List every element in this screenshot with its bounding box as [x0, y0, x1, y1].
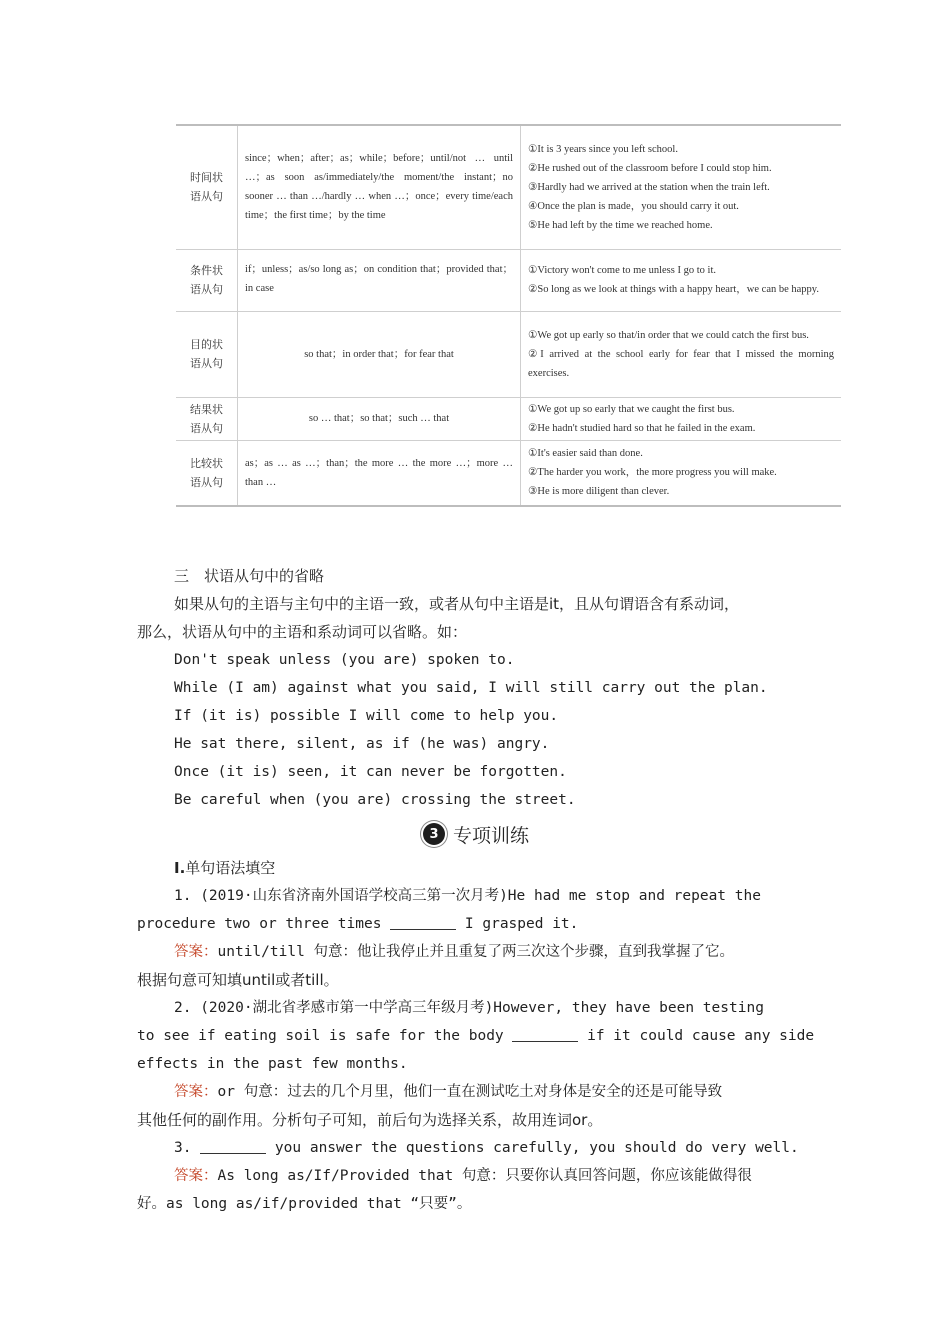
- table-row: [176, 249, 841, 311]
- conjunctions-cell: if；unless；as/so long as；on condition that；provided that；in case: [238, 249, 521, 311]
- section-number-badge: 3: [423, 823, 445, 845]
- answer-blank: [512, 1027, 578, 1042]
- question-2-cont: to see if eating soil is safe for the body if it could cause any side: [137, 1028, 815, 1044]
- examples-cell: ①We got up early so that/in order that we could catch the first bus. ②I arrived at the school early for fear that I missed the morning exercises.: [521, 311, 842, 397]
- exercise-subtitle: Ⅰ.单句语法填空: [174, 859, 276, 877]
- examples-cell: ①It is 3 years since you left school. ②He rushed out of the classroom before I could stop him. ③Hardly had we arrived at the station when the train left. ④Once the plan is made，you should carry it out. ⑤He had left by the time we reached home.: [521, 125, 842, 249]
- answer-1: 答案：until/till 句意：他让我停止并且重复了两三次这个步骤，直到我掌握了它。: [174, 944, 735, 960]
- practice-section-title: [137, 814, 815, 854]
- examples-cell: ①Victory won't come to me unless I go to it. ②So long as we look at things with a happy heart，we can be happy.: [521, 249, 842, 311]
- section-heading: 三 状语从句中的省略: [174, 567, 325, 585]
- adverbial-clause-table: [176, 124, 841, 507]
- question-2-cont: effects in the past few months.: [137, 1056, 408, 1072]
- question-1: 1. (2019·山东省济南外国语学校高三第一次月考)He had me stop and repeat the: [174, 888, 761, 904]
- page-content: [137, 562, 815, 1218]
- examples-cell: ①We got up so early that we caught the first bus. ②He hadn't studied hard so that he failed in the exam.: [521, 397, 842, 440]
- section-title: 专项训练: [452, 824, 529, 847]
- answer-3-cont: 好。as long as/if/provided that “只要”。: [137, 1196, 472, 1212]
- answer-2: 答案：or 句意：过去的几个月里，他们一直在测试吃土对身体是安全的还是可能导致: [174, 1084, 723, 1100]
- table-row: [176, 125, 841, 249]
- clause-type-cell: 时间状 语从句: [176, 125, 238, 249]
- examples-cell: ①It's easier said than done. ②The harder you work，the more progress you will make. ③He is more diligent than clever.: [521, 440, 842, 506]
- clause-type-cell: 条件状 语从句: [176, 249, 238, 311]
- question-3: 3. you answer the questions carefully, you should do very well.: [174, 1140, 799, 1156]
- answer-label: 答案：: [174, 1084, 218, 1100]
- answer-label: 答案：: [174, 944, 218, 960]
- example-sentence: Don't speak unless (you are) spoken to.: [174, 652, 515, 668]
- answer-3: 答案：As long as/If/Provided that 句意：只要你认真回答问题，你应该能做得很: [174, 1168, 752, 1184]
- section-intro: 如果从句的主语与主句中的主语一致，或者从句中主语是it，且从句谓语含有系动词，: [174, 595, 740, 613]
- conjunctions-cell: so … that；so that；such … that: [238, 397, 521, 440]
- table-row: [176, 397, 841, 440]
- example-sentence: Be careful when (you are) crossing the street.: [174, 792, 576, 808]
- answer-2-cont: 其他任何的副作用。分析句子可知，前后句为选择关系，故用连词or。: [137, 1111, 603, 1129]
- clause-type-cell: 结果状 语从句: [176, 397, 238, 440]
- conjunctions-cell: since；when；after；as；while；before；until/not … until …；as soon as/immediately/the moment/the instant；no sooner … than …/hardly … when …；once；every time/each time；the first time；by the time: [238, 125, 521, 249]
- question-1-cont: procedure two or three times I grasped it.: [137, 916, 579, 932]
- example-sentence: While (I am) against what you said, I will still carry out the plan.: [174, 680, 768, 696]
- table-row: [176, 311, 841, 397]
- conjunctions-cell: so that；in order that；for fear that: [238, 311, 521, 397]
- example-sentence: He sat there, silent, as if (he was) angry.: [174, 736, 550, 752]
- question-2: 2. (2020·湖北省孝感市第一中学高三年级月考)However, they have been testing: [174, 1000, 764, 1016]
- clause-type-cell: 比较状 语从句: [176, 440, 238, 506]
- answer-blank: [390, 915, 456, 930]
- conjunctions-cell: as；as … as …；than；the more … the more …；more … than …: [238, 440, 521, 506]
- answer-label: 答案：: [174, 1168, 218, 1184]
- answer-blank: [200, 1139, 266, 1154]
- clause-type-cell: 目的状 语从句: [176, 311, 238, 397]
- example-sentence: If (it is) possible I will come to help you.: [174, 708, 559, 724]
- answer-1-cont: 根据句意可知填until或者till。: [137, 971, 339, 989]
- table-row: [176, 440, 841, 506]
- section-intro: 那么，状语从句中的主语和系动词可以省略。如：: [137, 623, 468, 641]
- example-sentence: Once (it is) seen, it can never be forgotten.: [174, 764, 567, 780]
